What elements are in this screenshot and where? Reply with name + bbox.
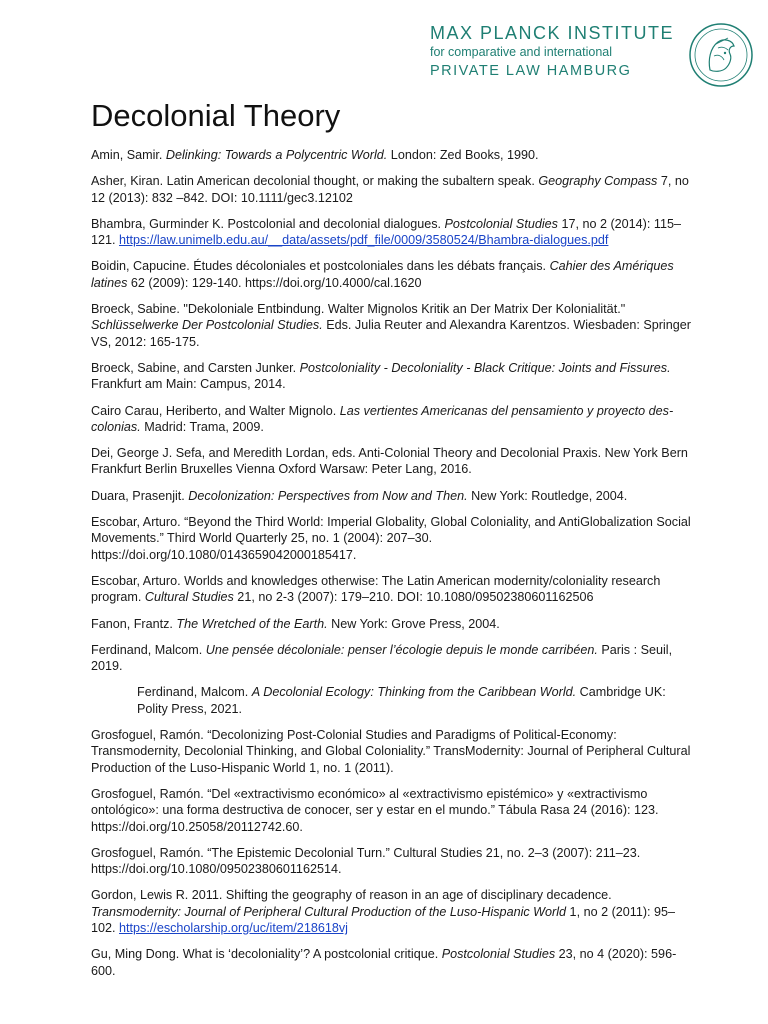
institute-name-line2: for comparative and international bbox=[429, 45, 613, 59]
reference-italic-title: Postcolonial Studies bbox=[441, 947, 556, 962]
reference-italic-title: A Decolonial Ecology: Thinking from the Caribbean World. bbox=[251, 685, 577, 700]
institute-name-line3: PRIVATE LAW HAMBURG bbox=[429, 63, 632, 79]
reference-text-tail: 1, no 2 (2011): 95–102. bbox=[91, 904, 676, 935]
reference-text-tail: 62 (2009): 129-140. https://doi.org/10.4000/cal.1620 bbox=[127, 275, 422, 290]
reference-text: Fanon, Frantz. bbox=[91, 616, 177, 631]
reference-text: Escobar, Arturo. Worlds and knowledges otherwise: The Latin American modernity/coloniality research program. bbox=[91, 573, 661, 605]
reference-italic-title: Transmodernity: Journal of Peripheral Cultural Production of the Luso-Hispanic World bbox=[91, 904, 567, 919]
reference-text-tail: New York: Routledge, 2004. bbox=[467, 488, 628, 503]
reference-text: Broeck, Sabine. "Dekoloniale Entbindung. Walter Mignolos Kritik an Der Matrix Der Kolonialität." bbox=[91, 302, 626, 317]
reference-text: Asher, Kiran. Latin American decolonial thought, or making the subaltern speak. bbox=[91, 174, 539, 189]
reference-list bbox=[91, 147, 691, 989]
reference-italic-title: Postcolonial Studies bbox=[444, 216, 558, 231]
reference-italic-title: Geography Compass bbox=[538, 174, 658, 189]
reference-text: Gordon, Lewis R. 2011. Shifting the geography of reason in an age of disciplinary decadence. bbox=[91, 888, 612, 903]
reference-italic-title: Cahier des Amériques latines bbox=[91, 259, 674, 290]
reference-text: Broeck, Sabine, and Carsten Junker. bbox=[91, 360, 300, 375]
reference-entry bbox=[91, 147, 691, 163]
reference-italic-title: Decolonization: Perspectives from Now and Then. bbox=[188, 488, 468, 503]
reference-entry bbox=[91, 258, 691, 291]
reference-entry bbox=[91, 514, 691, 563]
reference-entry bbox=[91, 488, 691, 504]
reference-entry bbox=[91, 786, 691, 835]
reference-text: Grosfoguel, Ramón. “The Epistemic Decolonial Turn.” Cultural Studies 21, no. 2–3 (2007): 211–23. https://doi.org/10.1080/09502380601162514. bbox=[91, 845, 641, 877]
reference-italic-title: Delinking: Towards a Polycentric World. bbox=[165, 148, 388, 162]
reference-italic-title: Cultural Studies bbox=[144, 590, 234, 605]
minerva-seal-icon bbox=[688, 22, 754, 88]
reference-italic-title: Une pensée décoloniale: penser l’écologie depuis le monde carribéen. bbox=[205, 642, 598, 657]
reference-text-tail: Frankfurt am Main: Campus, 2014. bbox=[91, 377, 286, 392]
reference-text: Dei, George J. Sefa, and Meredith Lordan, eds. Anti-Colonial Theory and Decolonial Praxis. New York Bern Frankfurt Berlin Bruxelles Vienna Oxford Warsaw: Peter Lang, 2016. bbox=[91, 446, 688, 477]
reference-entry bbox=[91, 642, 691, 675]
reference-text-tail: Paris : Seuil, 2019. bbox=[91, 642, 673, 674]
reference-text: Gu, Ming Dong. What is ‘decoloniality’? A postcolonial critique. bbox=[91, 947, 442, 962]
reference-text: Cairo Carau, Heriberto, and Walter Mignolo. bbox=[91, 403, 340, 418]
page-title: Decolonial Theory bbox=[91, 98, 341, 133]
reference-italic-title: The Wretched of the Earth. bbox=[176, 616, 328, 631]
reference-link[interactable]: https://law.unimelb.edu.au/__data/assets/pdf_file/0009/3580524/Bhambra-dialogues.pdf bbox=[119, 233, 609, 248]
reference-text-tail: 23, no 4 (2020): 596-600. bbox=[91, 947, 677, 978]
reference-entry bbox=[91, 403, 691, 436]
reference-entry bbox=[91, 887, 691, 936]
reference-entry bbox=[137, 684, 691, 717]
reference-text: Grosfoguel, Ramón. “Del «extractivismo económico» al «extractivismo epistémico» y «extractivismo ontológico»: una forma destructiva de conocer, ser y estar en el mundo.” Tábula Rasa 24 (2016): 123. https://doi.org/10.25058/20112742.60. bbox=[91, 786, 659, 834]
reference-italic-title: Postcoloniality - Decoloniality - Black Critique: Joints and Fissures. bbox=[299, 360, 671, 375]
reference-text-tail: 21, no 2-3 (2007): 179–210. DOI: 10.1080/09502380601162506 bbox=[233, 590, 594, 605]
reference-entry bbox=[91, 616, 691, 632]
reference-text-tail: 7, no 12 (2013): 832 –842. DOI: 10.1111/gec3.12102 bbox=[91, 174, 689, 205]
reference-entry bbox=[91, 360, 691, 393]
reference-text: Amin, Samir. bbox=[91, 148, 166, 162]
reference-text: Ferdinand, Malcom. bbox=[137, 685, 252, 700]
reference-entry bbox=[91, 301, 691, 350]
reference-text-tail: Eds. Julia Reuter and Alexandra Karentzos. Wiesbaden: Springer VS, 2012: 165-175. bbox=[91, 318, 691, 349]
institute-name bbox=[430, 22, 674, 82]
reference-entry bbox=[91, 946, 691, 979]
institute-name-line1: MAX PLANCK INSTITUTE bbox=[429, 23, 674, 43]
reference-text-tail: Cambridge UK: Polity Press, 2021. bbox=[137, 685, 666, 716]
reference-link[interactable]: https://escholarship.org/uc/item/218618vj bbox=[119, 920, 348, 935]
reference-text: Grosfoguel, Ramón. “Decolonizing Post-Colonial Studies and Paradigms of Political-Economy: Transmodernity, Decolonial Thinking, and Global Coloniality.” TransModernity: Journal of Peripheral Cultural Production of the Luso-Hispanic World 1, no. 1 (2011). bbox=[91, 728, 691, 775]
reference-entry bbox=[91, 727, 691, 776]
reference-entry bbox=[91, 445, 691, 478]
reference-text-tail: 17, no 2 (2014): 115–121. bbox=[91, 216, 681, 248]
institute-header bbox=[430, 22, 754, 92]
reference-text: Bhambra, Gurminder K. Postcolonial and decolonial dialogues. bbox=[91, 216, 445, 231]
reference-text: Duara, Prasenjit. bbox=[91, 488, 189, 503]
reference-text: Escobar, Arturo. “Beyond the Third World: Imperial Globality, Global Coloniality, and AntiGlobalization Social Movements.” Third World Quarterly 25, no. 1 (2004): 207–30. https://doi.org/10.1080/0143659042000185417. bbox=[91, 515, 691, 562]
reference-italic-title: Las vertientes Americanas del pensamiento y proyecto des-colonias. bbox=[91, 403, 674, 434]
reference-text: Ferdinand, Malcom. bbox=[91, 642, 206, 657]
reference-text-tail: Madrid: Trama, 2009. bbox=[140, 419, 264, 434]
reference-text: Boidin, Capucine. Études décoloniales et postcoloniales dans les débats français. bbox=[91, 259, 550, 274]
reference-entry bbox=[91, 573, 691, 606]
reference-entry bbox=[91, 173, 691, 206]
reference-entry bbox=[91, 845, 691, 878]
reference-entry bbox=[91, 216, 691, 249]
reference-text-tail: London: Zed Books, 1990. bbox=[387, 148, 539, 162]
reference-text-tail: New York: Grove Press, 2004. bbox=[327, 616, 500, 631]
reference-italic-title: Schlüsselwerke Der Postcolonial Studies. bbox=[91, 318, 323, 333]
